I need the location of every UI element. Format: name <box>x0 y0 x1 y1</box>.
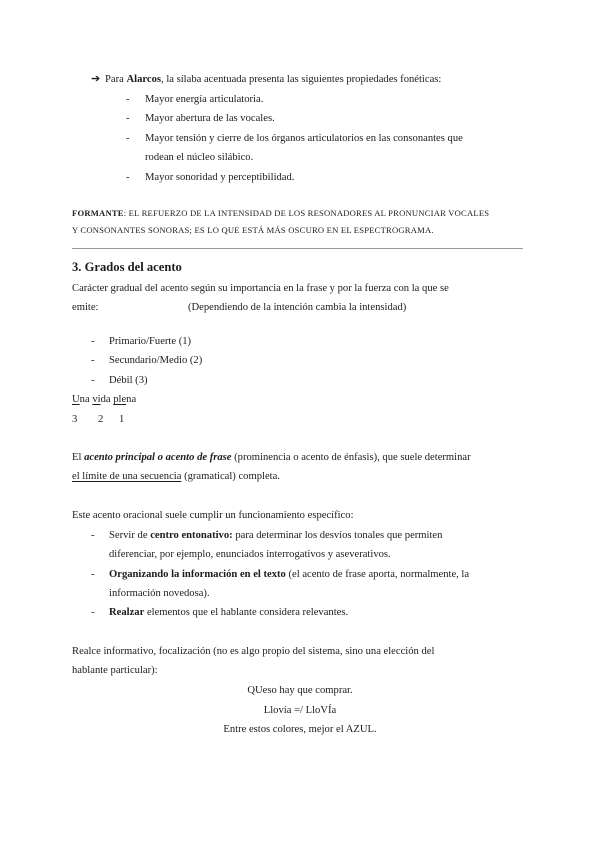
centered-example: QUeso hay que comprar. <box>247 685 353 696</box>
formante-definition: FORMANTE: EL REFUERZO DE LA INTENSIDAD DE LOS RESONADORES AL PRONUNCIAR VOCALES <box>72 208 490 218</box>
alarcos-name: Alarcos <box>126 74 162 85</box>
dash-bullet-icon: - <box>91 569 95 580</box>
dash-bullet-icon: - <box>126 133 130 144</box>
list-item: - Mayor sonoridad y perceptibilidad. <box>126 168 294 187</box>
list-item: - Mayor tensión y cierre de los órganos articulatorios en las consonantes que <box>126 129 463 148</box>
paragraph: Este acento oracional suele cumplir un funcionamiento específico: <box>72 510 354 521</box>
grade-item: - Débil (3) <box>91 371 148 390</box>
grade-item: - Secundario/Medio (2) <box>91 351 202 370</box>
intro-text: Carácter gradual del acento según su importancia en la frase y por la fuerza con la que se <box>72 283 449 294</box>
dash-bullet-icon: - <box>126 94 130 105</box>
centered-example: Entre estos colores, mejor el AZUL. <box>223 724 377 735</box>
example-number: 2 <box>98 414 104 425</box>
example-phrase: Una vida plena <box>72 394 137 405</box>
dash-bullet-icon: - <box>126 172 130 183</box>
example-number: 3 <box>72 414 78 425</box>
paragraph-line2: el límite de una secuencia (gramatical) completa. <box>72 471 280 482</box>
dash-bullet-icon: - <box>91 607 95 618</box>
formante-definition-line2: Y CONSONANTES SONORAS; ES LO QUE ESTÁ MÁS OSCURO EN EL ESPECTROGRAMA. <box>72 225 434 235</box>
grade-item: - Primario/Fuerte (1) <box>91 332 191 351</box>
function-item: - Realzar elementos que el hablante considera relevantes. <box>91 603 348 622</box>
function-item: - Servir de centro entonativo: para determinar los desvíos tonales que permiten <box>91 526 442 545</box>
paragraph-line2: hablante particular): <box>72 665 158 676</box>
section-heading: 3. Grados del acento <box>72 260 182 274</box>
dash-bullet-icon: - <box>91 336 95 347</box>
paragraph: Realce informativo, focalización (no es algo propio del sistema, sino una elección del <box>72 646 435 657</box>
intro-note: (Dependiendo de la intención cambia la intensidad) <box>188 302 407 313</box>
divider <box>72 248 523 249</box>
list-item: - Mayor abertura de las vocales. <box>126 109 275 128</box>
list-item: - Mayor energía articulatoria. <box>126 90 263 109</box>
paragraph: El acento principal o acento de frase (prominencia o acento de énfasis), que suele determinar <box>72 452 471 463</box>
dash-bullet-icon: - <box>91 355 95 366</box>
dash-bullet-icon: - <box>126 113 130 124</box>
function-item: - Organizando la información en el texto (el acento de frase aporta, normalmente, la <box>91 565 469 584</box>
alarcos-line: ➔ Para Alarcos, la sílaba acentuada presenta las siguientes propiedades fonéticas: <box>91 70 441 89</box>
example-number: 1 <box>119 414 125 425</box>
centered-example: Llovía =/ LloVÍa <box>263 705 337 716</box>
dash-bullet-icon: - <box>91 530 95 541</box>
list-item-continuation: rodean el núcleo silábico. <box>145 152 254 163</box>
arrow-right-icon: ➔ <box>91 73 101 85</box>
dash-bullet-icon: - <box>91 375 95 386</box>
function-item-continuation: diferenciar, por ejemplo, enunciados interrogativos y aseverativos. <box>109 549 391 560</box>
function-item-continuation: información novedosa). <box>109 588 210 599</box>
intro-text-line2: emite: <box>72 302 99 313</box>
